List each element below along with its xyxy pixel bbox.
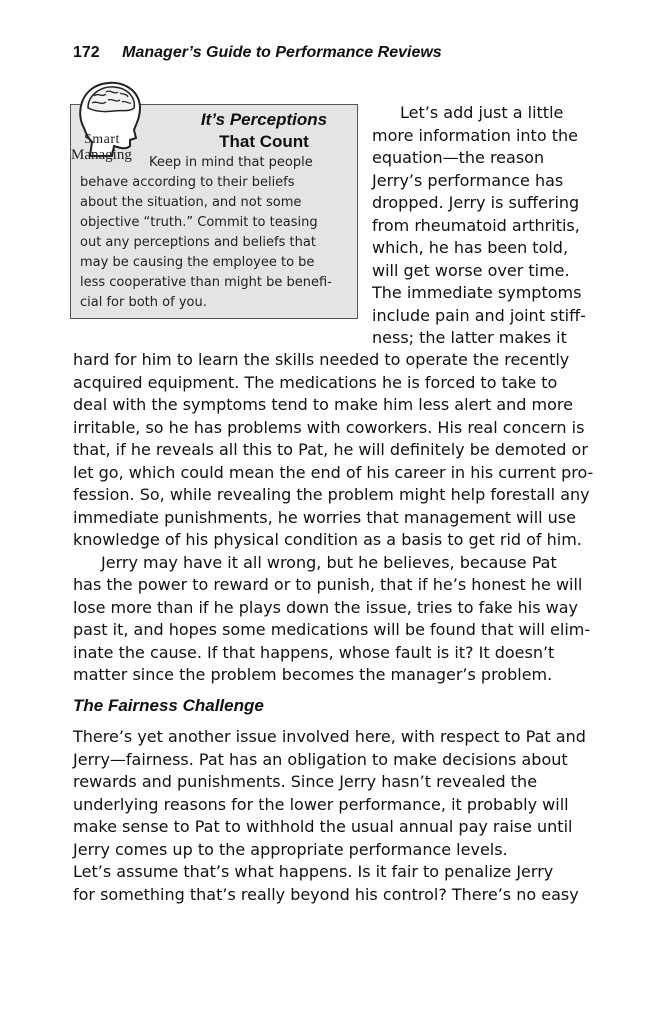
sidebar-line: Keep in mind that people bbox=[149, 155, 313, 170]
text-line: inate the cause. If that happens, whose fault is it? It doesn’t bbox=[73, 642, 555, 662]
text-line: immediate punishments, he worries that management will use bbox=[73, 507, 576, 527]
sidebar-title bbox=[179, 109, 349, 153]
sidebar-line: cial for both of you. bbox=[80, 295, 207, 310]
text-line: hard for him to learn the skills needed to operate the recently bbox=[73, 350, 570, 369]
running-header bbox=[73, 44, 442, 62]
text-line: irritable, so he has problems with coworkers. His real concern is bbox=[73, 417, 585, 437]
text-line: equation—the reason bbox=[372, 148, 545, 167]
page-number: 172 bbox=[73, 44, 100, 61]
sidebar-line: objective “truth.” Commit to teasing bbox=[80, 215, 318, 230]
right-column-text bbox=[372, 102, 602, 350]
text-line: Jerry comes up to the appropriate performance levels. bbox=[73, 839, 508, 859]
text-line: knowledge of his physical condition as a basis to get rid of him. bbox=[73, 530, 582, 549]
text-line: let go, which could mean the end of his career in his current pro- bbox=[73, 462, 594, 482]
text-line: that, if he reveals all this to Pat, he will definitely be demoted or bbox=[73, 440, 588, 459]
sidebar-line: about the situation, and not some bbox=[80, 195, 302, 210]
text-line: dropped. Jerry is suffering bbox=[372, 193, 580, 212]
text-line: rewards and punishments. Since Jerry hasn’t revealed the bbox=[73, 772, 538, 791]
sidebar-line: may be causing the employee to be bbox=[80, 255, 315, 270]
main-text bbox=[73, 349, 593, 687]
sidebar-line: behave according to their beliefs bbox=[80, 175, 295, 190]
text-line: underlying reasons for the lower performance, it probably will bbox=[73, 794, 569, 814]
text-line: acquired equipment. The medications he is forced to take to bbox=[73, 372, 558, 392]
text-line: Jerry—fairness. Pat has an obligation to make decisions about bbox=[73, 749, 568, 769]
text-line: The immediate symptoms bbox=[372, 283, 582, 302]
text-line: from rheumatoid arthritis, bbox=[372, 215, 580, 235]
text-line: deal with the symptoms tend to make him less alert and more bbox=[73, 395, 573, 414]
text-line: make sense to Pat to withhold the usual annual pay raise until bbox=[73, 817, 573, 836]
text-line: Jerry’s performance has bbox=[372, 170, 564, 190]
logo-smart-label: Smart bbox=[84, 132, 120, 147]
sidebar-title-line-2: That Count bbox=[219, 132, 309, 151]
text-line: past it, and hopes some medications will be found that will elim- bbox=[73, 620, 591, 639]
section-text bbox=[73, 726, 593, 906]
text-line: will get worse over time. bbox=[372, 260, 570, 280]
text-line: more information into the bbox=[372, 125, 578, 145]
sidebar-line: less cooperative than might be benefi- bbox=[80, 275, 332, 290]
sidebar-text bbox=[80, 153, 355, 313]
text-line: include pain and joint stiff- bbox=[372, 305, 586, 325]
section-heading: The Fairness Challenge bbox=[73, 696, 264, 715]
sidebar-line: out any perceptions and beliefs that bbox=[80, 235, 316, 250]
text-line: fession. So, while revealing the problem might help forestall any bbox=[73, 485, 590, 504]
text-line: ness; the latter makes it bbox=[372, 328, 567, 347]
text-line: for something that’s really beyond his control? There’s no easy bbox=[73, 884, 579, 904]
sidebar-title-line-1: It’s Perceptions bbox=[200, 110, 328, 129]
text-line: Let’s assume that’s what happens. Is it fair to penalize Jerry bbox=[73, 862, 554, 881]
text-line: Let’s add just a little bbox=[400, 103, 564, 122]
book-title: Manager’s Guide to Performance Reviews bbox=[122, 44, 442, 61]
text-line: Jerry may have it all wrong, but he believes, because Pat bbox=[101, 552, 557, 572]
text-line: has the power to reward or to punish, that if he’s honest he will bbox=[73, 575, 583, 594]
logo-managing-label: Managing bbox=[71, 147, 132, 163]
text-line: lose more than if he plays down the issue, tries to fake his way bbox=[73, 597, 579, 617]
text-line: There’s yet another issue involved here, with respect to Pat and bbox=[73, 727, 586, 746]
text-line: matter since the problem becomes the manager’s problem. bbox=[73, 665, 553, 684]
text-line: which, he has been told, bbox=[372, 238, 569, 257]
